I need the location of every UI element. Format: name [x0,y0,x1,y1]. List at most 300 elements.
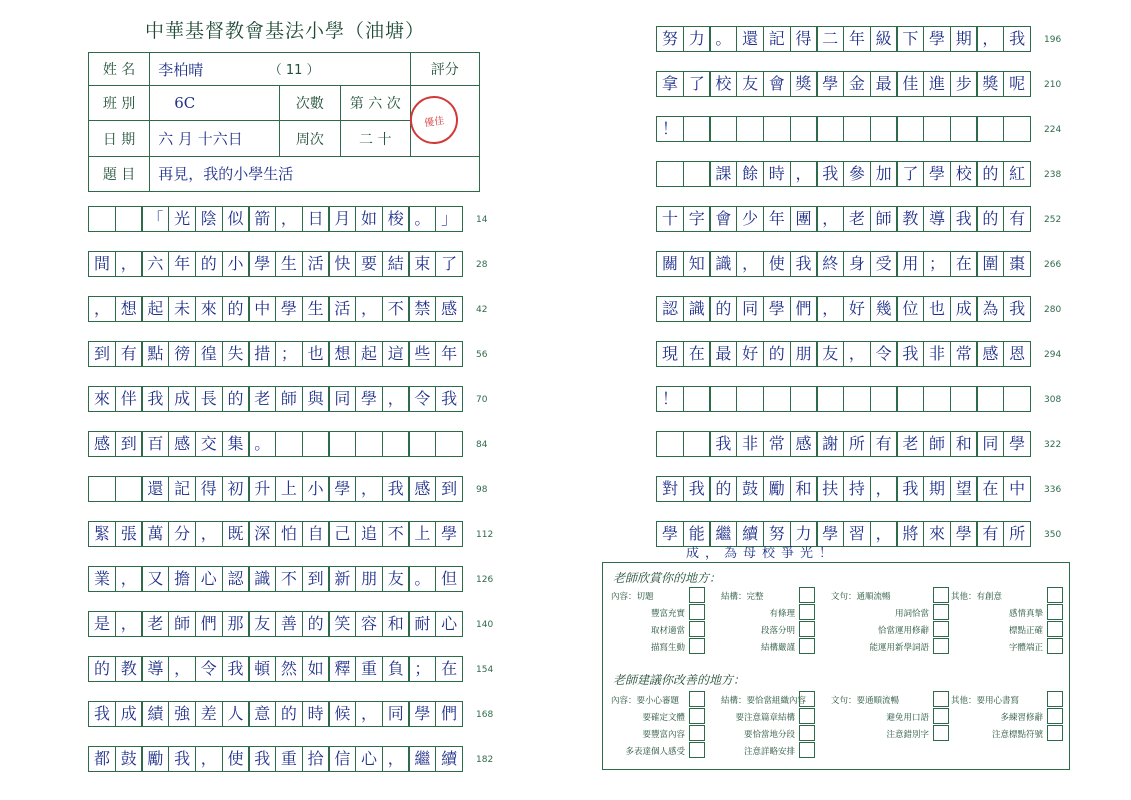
grid-cell [923,116,951,142]
grid-cell: 「 [141,206,169,232]
grid-row [88,431,463,457]
grid-cell: 得 [195,476,223,502]
grid-cell: 都 [88,746,116,772]
feedback-item: 注意錯別字 [886,730,929,740]
grid-cell: 同 [736,296,764,322]
grid-cell: 同 [328,386,356,412]
grid-cell: 力 [790,521,818,547]
grid-cell: 師 [275,386,303,412]
feedback-checkbox[interactable] [799,604,815,620]
grid-cell: 是 [88,611,116,637]
row-number: 266 [1044,260,1062,270]
grid-cell: 但 [435,566,463,592]
grid-cell: 間 [88,251,116,277]
grid-cell: 信 [328,746,356,772]
feedback-item: 文句：要通順流暢 [831,696,900,706]
grid-cell: 張 [115,521,143,547]
grid-cell: 自 [302,521,330,547]
grid-cell: 年 [763,206,791,232]
grid-row [656,116,1031,142]
grid-cell: 了 [896,161,924,187]
grid-cell: 續 [736,521,764,547]
grid-cell: 感 [408,476,436,502]
grid-cell: 禁 [408,296,436,322]
grid-cell [896,116,924,142]
grid-cell: 獎 [790,71,818,97]
feedback-checkbox[interactable] [1047,638,1063,654]
grid-cell: 有 [976,521,1004,547]
grid-cell: 受 [870,251,898,277]
grid-row [656,341,1031,367]
grid-cell [1003,116,1031,142]
grid-cell [683,431,711,457]
feedback-item: 結構：要恰當組織內容 [721,696,807,706]
grid-cell: 六 [141,251,169,277]
grid-cell: ， [115,611,143,637]
grid-cell: 的 [275,701,303,727]
row-number: 182 [476,755,494,765]
class-value: 6C [150,86,280,121]
feedback-item: 恰當運用修辭 [877,626,929,636]
grid-cell: 到 [435,476,463,502]
grid-cell [790,116,818,142]
grid-cell: 如 [302,656,330,682]
grid-cell: 了 [435,251,463,277]
grid-cell: 緊 [88,521,116,547]
grid-cell: 同 [976,431,1004,457]
grid-cell: 學 [275,296,303,322]
grid-row [656,386,1031,412]
grid-cell: 關 [656,251,684,277]
score-label: 評分 [410,53,480,86]
grid-cell: 加 [870,161,898,187]
grid-cell: 持 [843,476,871,502]
grid-cell: 快 [328,251,356,277]
feedback-item: 取材適當 [650,626,685,636]
feedback-item: 文句：通順流暢 [831,592,891,602]
grid-cell: 不 [382,296,410,322]
grid-cell [683,386,711,412]
grid-cell: ， [115,251,143,277]
grid-cell: 心 [355,746,383,772]
grid-cell: 起 [141,296,169,322]
grid-cell: 勵 [141,746,169,772]
grid-cell: 在 [976,476,1004,502]
grid-row [656,251,1031,277]
row-number: 112 [476,530,494,540]
grid-cell: 認 [656,296,684,322]
grid-cell: 認 [222,566,250,592]
grid-cell: 業 [88,566,116,592]
grid-cell: 感 [790,431,818,457]
grid-cell: ， [115,566,143,592]
grid-cell: 友 [816,341,844,367]
grid-cell: 非 [923,341,951,367]
grid-cell: 導 [923,206,951,232]
grid-cell: 師 [923,431,951,457]
grid-cell: 學 [923,26,951,52]
grid-cell: 心 [435,611,463,637]
grid-cell: 長 [195,386,223,412]
grid-cell: 二 [816,26,844,52]
grid-cell: 意 [248,701,276,727]
grid-cell [382,431,410,457]
grid-cell: 鼓 [736,476,764,502]
grid-cell [843,386,871,412]
grid-cell: ， [976,26,1004,52]
feedback-item: 要注意篇章結構 [735,713,795,723]
feedback-checkbox[interactable] [799,691,815,707]
grid-cell: ， [275,206,303,232]
grid-cell: 如 [355,206,383,232]
grid-cell: 中 [1003,476,1031,502]
feedback-checkbox[interactable] [799,742,815,758]
feedback-item: 內容：切題 [611,592,654,602]
grid-cell: 望 [950,476,978,502]
grid-cell [88,476,116,502]
grid-cell: 的 [302,611,330,637]
grid-cell: 師 [168,611,196,637]
grid-cell [763,386,791,412]
grid-cell: 活 [328,296,356,322]
row-number: 126 [476,575,494,585]
grid-cell: ， [790,161,818,187]
grid-cell: 候 [328,701,356,727]
grid-cell: 擔 [168,566,196,592]
grid-cell: 耐 [408,611,436,637]
grid-cell: 知 [683,251,711,277]
grid-cell [408,431,436,457]
grid-cell: 常 [950,341,978,367]
grid-cell: 容 [355,611,383,637]
row-number: 280 [1044,305,1062,315]
feedback-checkbox[interactable] [933,638,949,654]
grid-row [88,566,463,592]
grid-row [88,341,463,367]
grid-cell [275,431,303,457]
feedback-item: 段落分明 [760,626,795,636]
grid-cell: 想 [115,296,143,322]
school-title: 中華基督教會基法小學（油塘） [144,20,425,42]
grid-row [88,386,463,412]
feedback-checkbox[interactable] [799,725,815,741]
grid-cell: 的 [976,161,1004,187]
feedback-checkbox[interactable] [933,725,949,741]
feedback-checkbox[interactable] [933,691,949,707]
grid-cell: 記 [168,476,196,502]
feedback-checkbox[interactable] [1047,604,1063,620]
grid-cell: 然 [275,656,303,682]
grid-cell: 深 [248,521,276,547]
grid-cell: 學 [950,521,978,547]
grid-cell: 徨 [195,341,223,367]
grid-cell: 心 [195,566,223,592]
grid-cell: ， [816,296,844,322]
grid-cell: 釋 [328,656,356,682]
grid-row [88,656,463,682]
grid-cell: 棗 [1003,251,1031,277]
feedback-item: 要恰當地分段 [743,730,795,740]
grid-cell [302,431,330,457]
grid-cell [923,386,951,412]
grid-cell: 使 [763,251,791,277]
feedback-item: 要豐富內容 [642,730,685,740]
grid-row [88,251,463,277]
grid-cell: 人 [222,701,250,727]
feedback-checkbox[interactable] [933,604,949,620]
grid-cell: 獎 [976,71,1004,97]
grid-cell: 重 [275,746,303,772]
grid-cell: 學 [248,251,276,277]
grid-cell: 令 [870,341,898,367]
feedback-item: 其他：要用心書寫 [951,696,1020,706]
grid-cell: 拿 [656,71,684,97]
grid-cell: 力 [683,26,711,52]
grid-cell: 感 [168,431,196,457]
grid-cell: 令 [408,386,436,412]
grid-cell [709,386,737,412]
feedback-checkbox[interactable] [933,708,949,724]
grid-cell: 頓 [248,656,276,682]
grid-cell: 會 [763,71,791,97]
grid-cell: 我 [816,161,844,187]
feedback-checkbox[interactable] [799,587,815,603]
grid-cell: 了 [683,71,711,97]
grid-cell: 努 [763,521,791,547]
row-number: 56 [476,350,488,360]
grid-cell: 還 [736,26,764,52]
feedback-item: 字體端正 [1008,643,1043,653]
feedback-checkbox[interactable] [689,604,705,620]
feedback-checkbox[interactable] [933,621,949,637]
grid-cell: 友 [382,566,410,592]
grid-row [656,26,1031,52]
grid-cell [950,386,978,412]
row-number: 322 [1044,440,1062,450]
grid-cell: 我 [683,476,711,502]
feedback-checkbox[interactable] [689,742,705,758]
grid-cell: 導 [141,656,169,682]
grid-cell: 有 [870,431,898,457]
grid-cell: 感 [435,296,463,322]
grid-cell [976,116,1004,142]
grid-cell: 萬 [141,521,169,547]
grid-row [656,206,1031,232]
feedback-item: 有條理 [769,609,795,619]
feedback-checkbox[interactable] [933,587,949,603]
grid-cell: 所 [843,431,871,457]
grid-cell: 我 [709,431,737,457]
grid-cell: ， [168,656,196,682]
grid-row [88,521,463,547]
grid-cell: 與 [302,386,330,412]
grid-cell: 徬 [168,341,196,367]
grid-cell [976,386,1004,412]
grid-cell: 最 [709,341,737,367]
grid-cell: 使 [222,746,250,772]
grid-cell: 來 [195,296,223,322]
row-number: 140 [476,620,494,630]
feedback-checkbox[interactable] [1047,708,1063,724]
grid-cell: 差 [195,701,223,727]
grid-row [88,296,463,322]
grid-cell: 怕 [275,521,303,547]
grid-cell: 最 [870,71,898,97]
name-value: 李柏晴 （ 11 ） [150,53,410,86]
grid-cell: 好 [843,296,871,322]
feedback-checkbox[interactable] [799,638,815,654]
grid-cell: 的 [976,206,1004,232]
date-label: 日 期 [89,121,150,156]
grid-cell: 生 [275,251,303,277]
grid-cell [736,386,764,412]
grid-cell: 。 [709,26,737,52]
topic-value: 再見，我的小學生活 [150,156,480,191]
grid-cell: 字 [683,206,711,232]
grid-cell: 的 [222,296,250,322]
feedback-checkbox[interactable] [1047,725,1063,741]
grid-cell: 失 [222,341,250,367]
grid-cell: 的 [763,341,791,367]
improve-title: 老師建議你改善的地方： [613,673,746,687]
grid-cell: 和 [950,431,978,457]
grid-cell: 校 [709,71,737,97]
grid-cell: ， [843,341,871,367]
grid-cell: 分 [168,521,196,547]
grid-cell: 我 [222,656,250,682]
grid-cell [709,116,737,142]
feedback-checkbox[interactable] [689,725,705,741]
grid-cell: 束 [408,251,436,277]
grid-cell: 我 [168,746,196,772]
grid-cell: 學 [763,296,791,322]
grid-cell: 上 [275,476,303,502]
grid-cell: 我 [88,701,116,727]
feedback-item: 其他：有創意 [951,592,1003,602]
date-value: 六 月 十六日 [150,121,280,156]
feedback-checkbox[interactable] [689,638,705,654]
feedback-checkbox[interactable] [1047,587,1063,603]
grid-cell [870,116,898,142]
grid-cell: 教 [115,656,143,682]
feedback-checkbox[interactable] [689,708,705,724]
feedback-checkbox[interactable] [799,708,815,724]
grid-cell: 點 [141,341,169,367]
grid-cell [88,206,116,232]
grid-cell: 能 [683,521,711,547]
grid-cell: ， [355,476,383,502]
grid-cell: ， [870,521,898,547]
feedback-checkbox[interactable] [799,621,815,637]
grid-cell: 恩 [1003,341,1031,367]
grid-cell: 」 [435,206,463,232]
grid-cell: 學 [923,161,951,187]
feedback-checkbox[interactable] [689,691,705,707]
grid-cell: ； [923,251,951,277]
grid-cell: 交 [195,431,223,457]
grid-cell: 重 [355,656,383,682]
grid-cell: 年 [435,341,463,367]
grid-cell: 不 [382,521,410,547]
grid-cell: 我 [141,386,169,412]
grid-cell: 感 [88,431,116,457]
grid-cell [843,116,871,142]
grid-cell [816,386,844,412]
grid-cell: 梭 [382,206,410,232]
grid-cell: ， [195,746,223,772]
grid-cell: 現 [656,341,684,367]
grid-cell: 朋 [790,341,818,367]
feedback-item: 要確定文體 [642,713,685,723]
grid-cell: 些 [408,341,436,367]
class-label: 班 別 [89,86,150,121]
name-label: 姓 名 [89,53,150,86]
grid-cell: ， [736,251,764,277]
feedback-checkbox[interactable] [689,587,705,603]
grid-cell: 學 [656,521,684,547]
grid-cell [790,386,818,412]
grid-cell: 佳 [896,71,924,97]
grid-cell: 期 [950,26,978,52]
grid-cell: 成 [168,386,196,412]
grid-cell: 校 [950,161,978,187]
grid-cell: ， [870,476,898,502]
grid-cell: 要 [355,251,383,277]
grid-cell: 老 [843,206,871,232]
grid-cell: 常 [763,431,791,457]
grid-cell: 我 [382,476,410,502]
grid-cell: 的 [709,296,737,322]
feedback-checkbox[interactable] [1047,691,1063,707]
grid-cell: 我 [435,386,463,412]
grid-cell: 也 [302,341,330,367]
feedback-checkbox[interactable] [1047,621,1063,637]
grid-cell [656,161,684,187]
praise-title: 老師欣賞你的地方： [613,571,722,585]
row-number: 238 [1044,170,1062,180]
feedback-checkbox[interactable] [689,621,705,637]
grid-cell: 學 [1003,431,1031,457]
grid-cell: 朋 [355,566,383,592]
grid-cell: 好 [736,341,764,367]
grid-cell: 圍 [976,251,1004,277]
feedback-item: 結構嚴謹 [760,643,795,653]
grid-cell: ！ [656,116,684,142]
grid-cell: 我 [896,341,924,367]
grid-cell: 下 [896,26,924,52]
grid-cell: 結 [382,251,410,277]
grid-cell: ， [195,521,223,547]
grid-cell [656,431,684,457]
grid-cell [328,431,356,457]
grid-cell: 學 [435,521,463,547]
grid-cell: 們 [435,701,463,727]
grid-cell [870,386,898,412]
grid-cell: 強 [168,701,196,727]
row-number: 350 [1044,530,1062,540]
row-number: 294 [1044,350,1062,360]
grid-cell: 在 [950,251,978,277]
grid-cell: 的 [88,656,116,682]
grid-cell [950,116,978,142]
grid-cell: 級 [870,26,898,52]
grid-cell: 。 [408,206,436,232]
feedback-item: 豐富充實 [650,609,685,619]
grid-cell: 笑 [328,611,356,637]
grid-cell: 身 [843,251,871,277]
grid-row [88,206,463,232]
row-number: 98 [476,485,488,495]
